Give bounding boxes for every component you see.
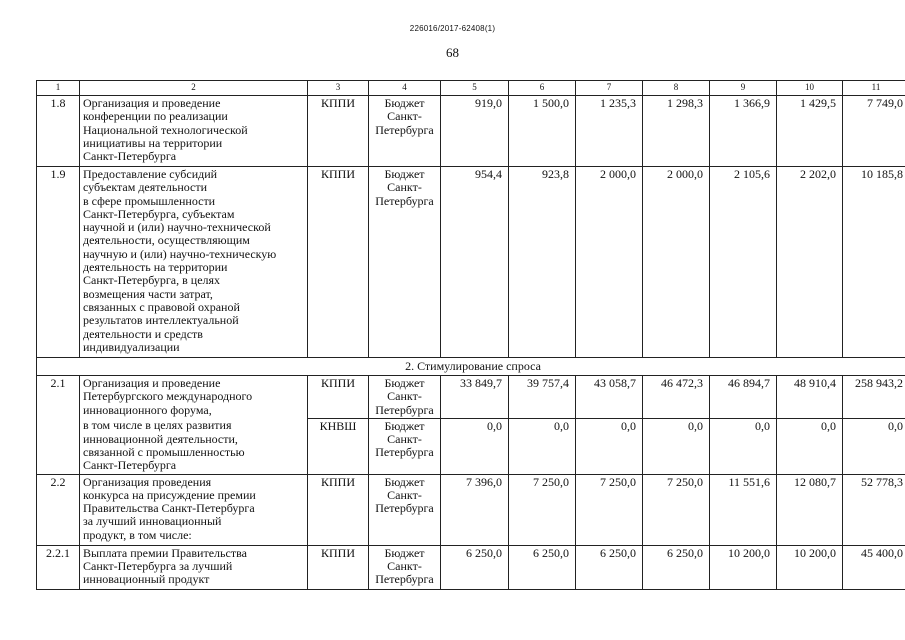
- row-value: 6 250,0: [441, 545, 509, 589]
- row-value: 0,0: [777, 418, 843, 474]
- row-value: 1 429,5: [777, 96, 843, 167]
- section-row: [37, 358, 905, 376]
- row-value: 0,0: [576, 418, 643, 474]
- column-number: 3: [308, 81, 369, 96]
- table-row: [37, 545, 905, 589]
- row-description-continued: в том числе в целях развития инновационной деятельности, связанной с промышленностью Санкт-Петербурга: [80, 418, 308, 474]
- row-value: 10 200,0: [710, 545, 777, 589]
- row-value: 12 080,7: [777, 474, 843, 545]
- row-description: Организация проведения конкурса на присуждение премии Правительства Санкт-Петербурга за лучший инновационный продукт, в том числе:: [80, 474, 308, 545]
- page-number: 68: [446, 45, 459, 60]
- row-value: 0,0: [710, 418, 777, 474]
- row-description: Выплата премии Правительства Санкт-Петербурга за лучший инновационный продукт: [80, 545, 308, 589]
- row-value: 1 366,9: [710, 96, 777, 167]
- row-value: 2 000,0: [643, 167, 710, 358]
- row-value: 923,8: [509, 167, 576, 358]
- program-table: [36, 80, 905, 590]
- row-index: 1.8: [37, 96, 80, 167]
- row-value: 7 250,0: [509, 474, 576, 545]
- row-funding-source: Бюджет Санкт- Петербурга: [369, 418, 441, 474]
- row-index: 2.2.1: [37, 545, 80, 589]
- row-index: 2.2: [37, 474, 80, 545]
- row-value: 7 396,0: [441, 474, 509, 545]
- row-total: 258 943,2: [843, 376, 905, 419]
- row-value: 0,0: [643, 418, 710, 474]
- row-value: 43 058,7: [576, 376, 643, 419]
- row-total: 0,0: [843, 418, 905, 474]
- row-value: 7 250,0: [643, 474, 710, 545]
- row-value: 39 757,4: [509, 376, 576, 419]
- column-number: 11: [843, 81, 905, 96]
- column-number: 6: [509, 81, 576, 96]
- column-number: 9: [710, 81, 777, 96]
- row-funding-source: Бюджет Санкт- Петербурга: [369, 545, 441, 589]
- row-executor: КППИ: [308, 545, 369, 589]
- row-funding-source: Бюджет Санкт- Петербурга: [369, 474, 441, 545]
- row-funding-source: Бюджет Санкт- Петербурга: [369, 376, 441, 419]
- row-value: 0,0: [509, 418, 576, 474]
- row-description: Организация и проведение конференции по реализации Национальной технологической инициативы на территории Санкт-Петербурга: [80, 96, 308, 167]
- row-executor: КППИ: [308, 474, 369, 545]
- row-value: 6 250,0: [643, 545, 710, 589]
- row-executor: КНВШ: [308, 418, 369, 474]
- row-value: 6 250,0: [576, 545, 643, 589]
- table-row: [37, 418, 905, 474]
- row-executor: КППИ: [308, 96, 369, 167]
- row-index: 2.1: [37, 376, 80, 475]
- row-description: Предоставление субсидий субъектам деятельности в сфере промышленности Санкт-Петербурга, субъектам научной и (или) научно-технической деятельности, осуществляющим научную и (или) научно-техническую деятельность на территории Санкт-Петербурга, в целях возмещения части затрат, связанных с правовой охраной результатов интеллектуальной деятельности и средств индивидуализации: [80, 167, 308, 358]
- row-total: 52 778,3: [843, 474, 905, 545]
- row-value: 11 551,6: [710, 474, 777, 545]
- row-total: 7 749,0: [843, 96, 905, 167]
- row-funding-source: Бюджет Санкт- Петербурга: [369, 167, 441, 358]
- table-row: [37, 167, 905, 358]
- row-value: 10 200,0: [777, 545, 843, 589]
- row-value: 2 202,0: [777, 167, 843, 358]
- column-number: 2: [80, 81, 308, 96]
- row-value: 33 849,7: [441, 376, 509, 419]
- column-number: 5: [441, 81, 509, 96]
- row-description: Организация и проведение Петербургского международного инновационного форума,: [80, 376, 308, 419]
- row-value: 2 105,6: [710, 167, 777, 358]
- column-number: 8: [643, 81, 710, 96]
- row-value: 954,4: [441, 167, 509, 358]
- row-value: 6 250,0: [509, 545, 576, 589]
- table-row: [37, 474, 905, 545]
- row-value: 7 250,0: [576, 474, 643, 545]
- row-value: 0,0: [441, 418, 509, 474]
- column-number: 10: [777, 81, 843, 96]
- row-index: 1.9: [37, 167, 80, 358]
- table-row: [37, 376, 905, 419]
- column-number: 1: [37, 81, 80, 96]
- document-id: 226016/2017-62408(1): [409, 24, 496, 33]
- table-row: [37, 96, 905, 167]
- column-number: 7: [576, 81, 643, 96]
- row-value: 1 500,0: [509, 96, 576, 167]
- section-title: 2. Стимулирование спроса: [37, 358, 905, 376]
- row-value: 1 235,3: [576, 96, 643, 167]
- row-value: 919,0: [441, 96, 509, 167]
- column-number-row: [37, 81, 905, 96]
- row-executor: КППИ: [308, 167, 369, 358]
- row-value: 46 894,7: [710, 376, 777, 419]
- row-value: 1 298,3: [643, 96, 710, 167]
- row-total: 10 185,8: [843, 167, 905, 358]
- row-executor: КППИ: [308, 376, 369, 419]
- row-total: 45 400,0: [843, 545, 905, 589]
- row-value: 2 000,0: [576, 167, 643, 358]
- row-value: 48 910,4: [777, 376, 843, 419]
- row-value: 46 472,3: [643, 376, 710, 419]
- row-funding-source: Бюджет Санкт- Петербурга: [369, 96, 441, 167]
- column-number: 4: [369, 81, 441, 96]
